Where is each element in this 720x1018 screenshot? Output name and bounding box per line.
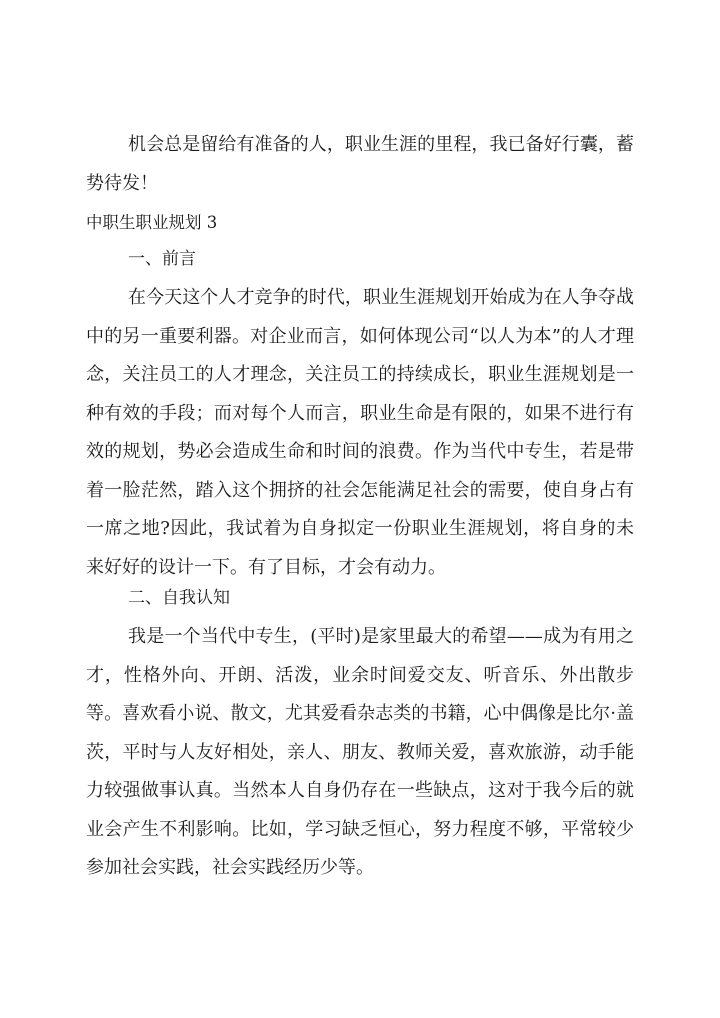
section-paragraph-self-cognition: 我是一个当代中专生，(平时)是家里最大的希望——成为有用之才，性格外向、开朗、活泼，业余时间爱交友、听音乐、外出散步等。喜欢看小说、散文，尤其爱看杂志类的书籍，心中偶像是比尔·盖茨，平时与人友好相处，亲人、朋友、教师关爱，喜欢旅游，动手能力较强做事认真。当然本人自身仍存在一些缺点，这对于我今后的就业会产生不利影响。比如，学习缺乏恒心，努力程度不够，平常较少参加社会实践，社会实践经历少等。 (86, 626, 634, 878)
closing-paragraph: 机会总是留给有准备的人，职业生涯的里程，我已备好行囊，蓄势待发！ (86, 134, 634, 194)
section-paragraph-preface: 在今天这个人才竞争的时代，职业生涯规划开始成为在人争夺战中的另一重要利器。对企业而言，如何体现公司“以人为本”的人才理念，关注员工的人才理念，关注员工的持续成长，职业生涯规划是一种有效的手段；而对每个人而言，职业生命是有限的，如果不进行有效的规划，势必会造成生命和时间的浪费。作为当代中专生，若是带着一脸茫然，踏入这个拥挤的社会怎能满足社会的需要，使自身占有一席之地?因此，我试着为自身拟定一份职业生涯规划，将自身的未来好好的设计一下。有了目标，才会有动力。 (86, 287, 634, 578)
section-heading-self-cognition: 二、自我认知 (128, 588, 230, 608)
section-heading-preface: 一、前言 (128, 249, 196, 269)
document-title: 中职生职业规划 3 (86, 213, 218, 232)
